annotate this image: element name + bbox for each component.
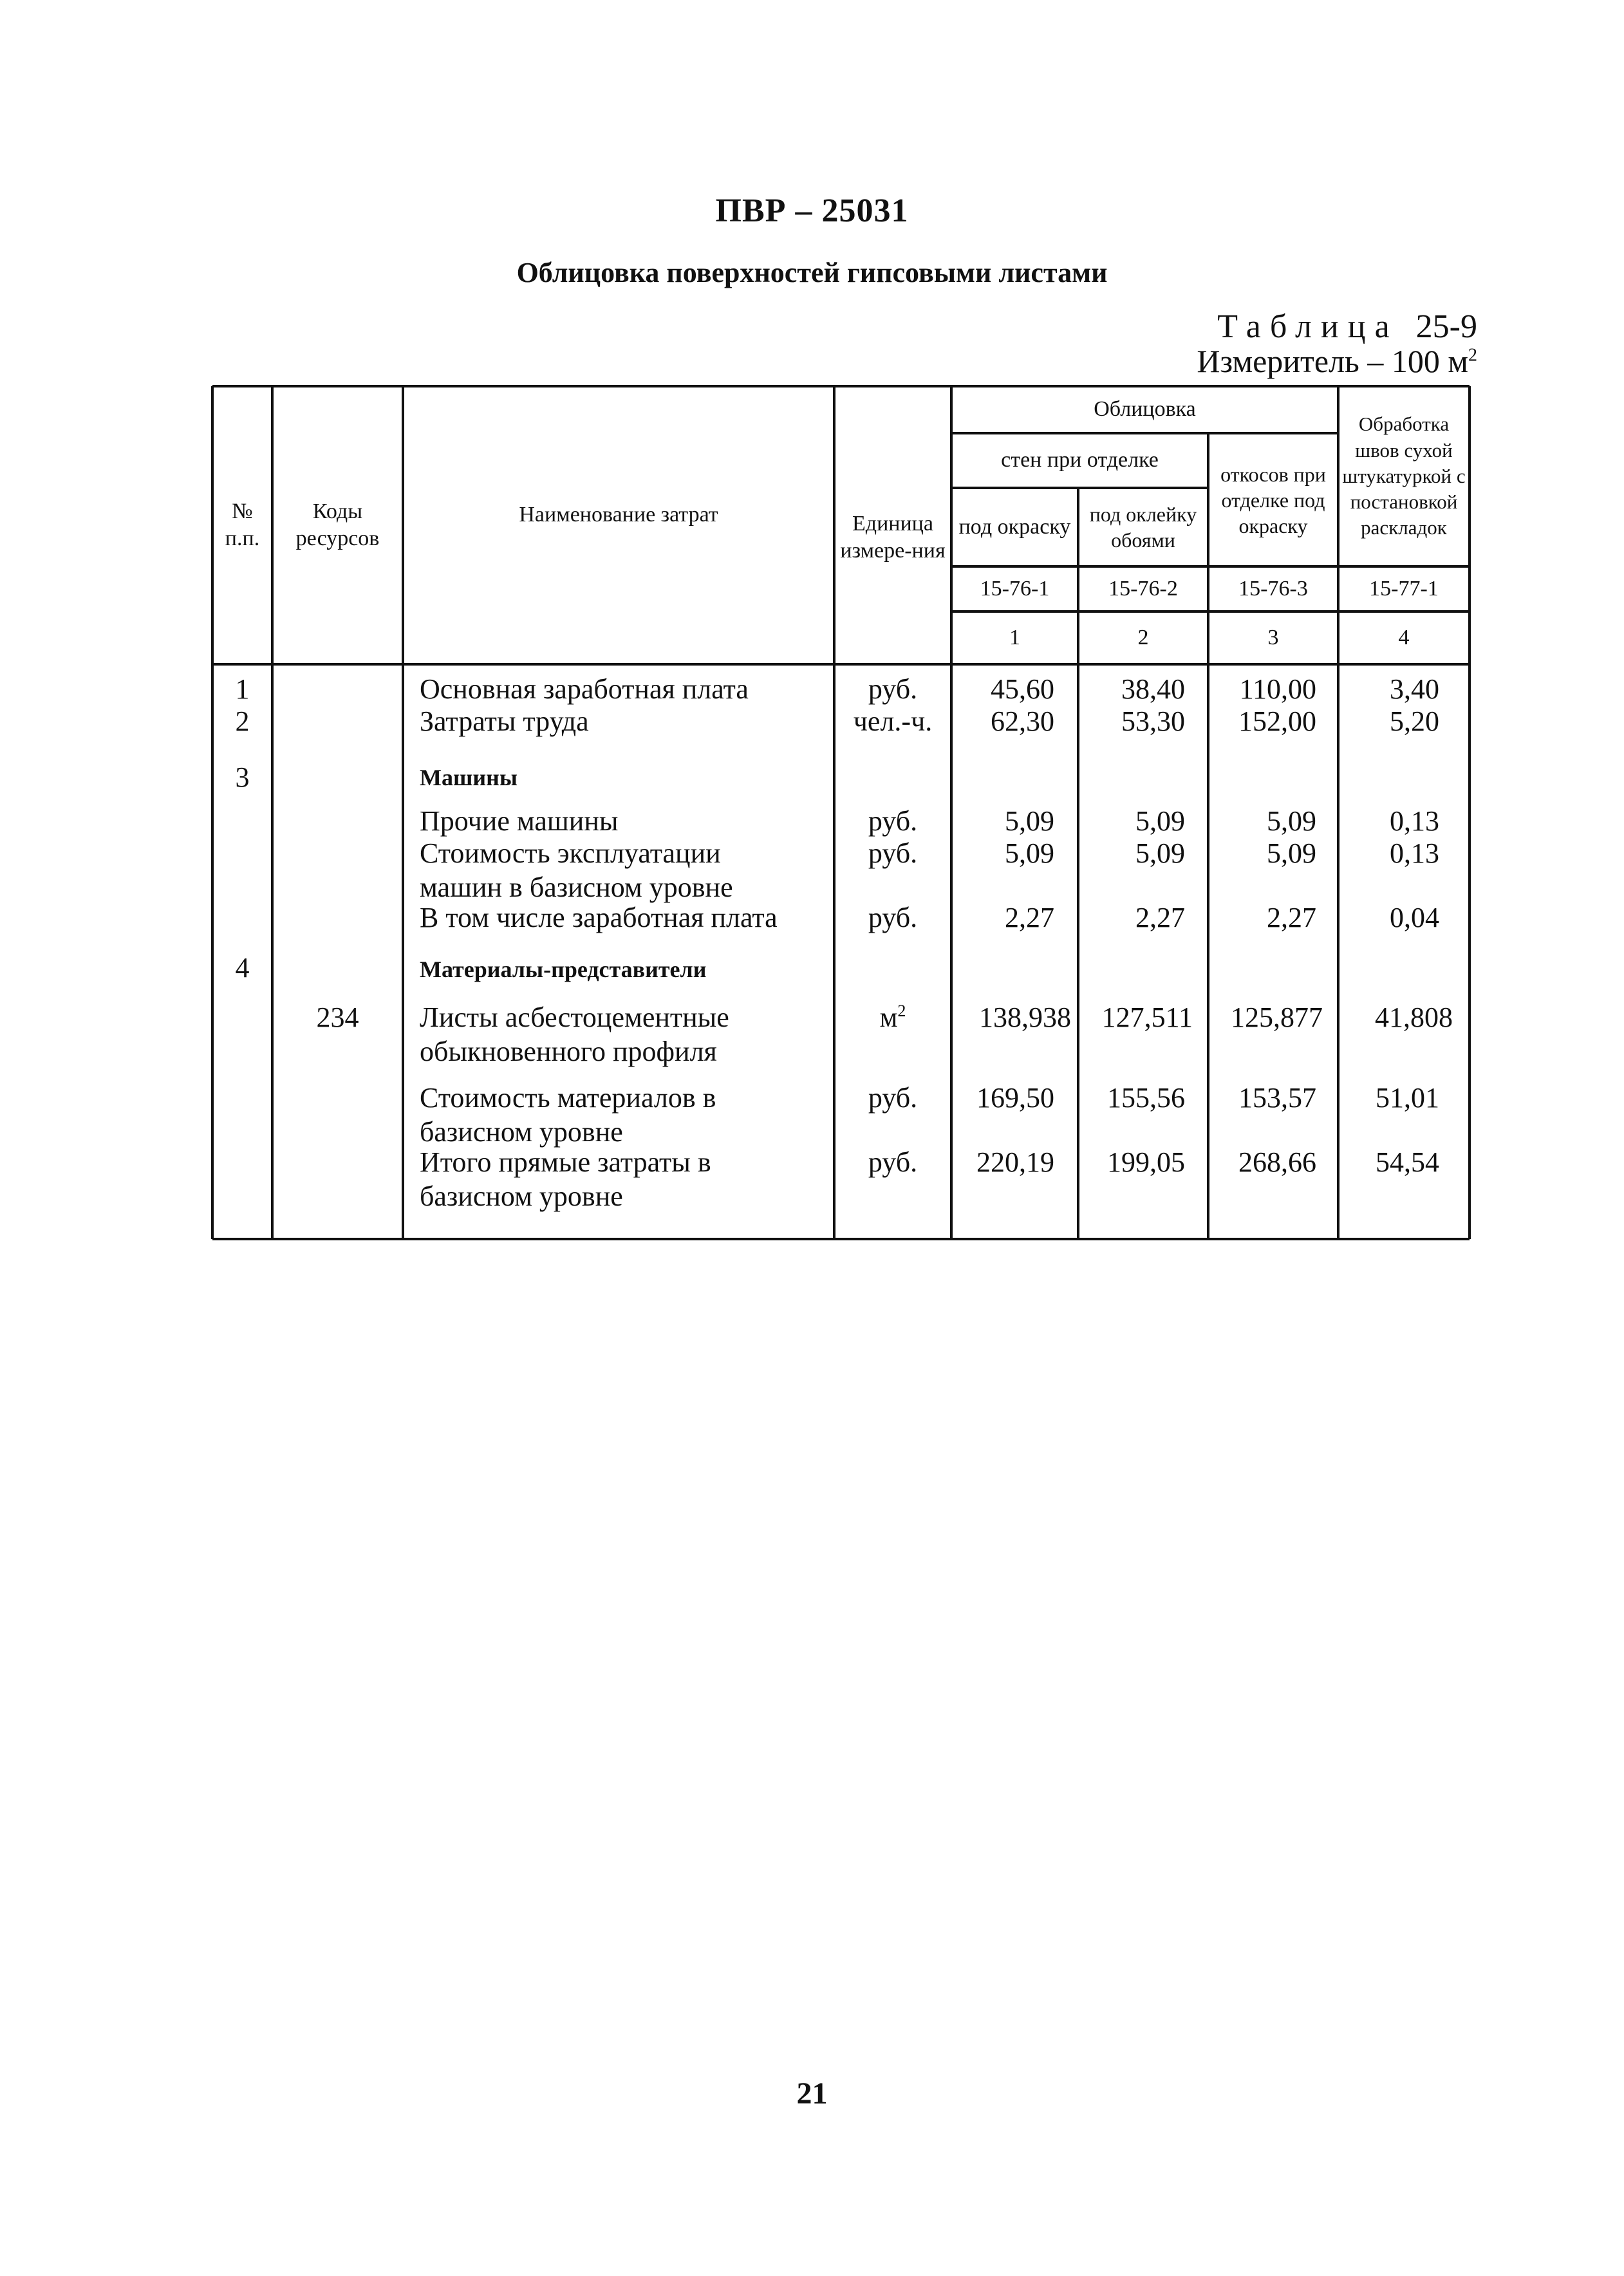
row-2-num: 2 [235,705,250,737]
row-machine-cost-value-3: 5,09 [1267,837,1316,869]
row-other-machines-value-3: 5,09 [1267,805,1316,837]
row-3-num: 3 [235,761,250,793]
row-machine-cost-value-2: 5,09 [1135,837,1185,869]
row-2-value-2: 53,30 [1121,705,1185,737]
page-number: 21 [796,2076,828,2111]
row-1-value-1: 45,60 [991,673,1054,705]
row-machine-cost-value-1: 5,09 [1005,837,1054,869]
row-total-name: Итого прямые затраты в базисном уровне [420,1146,711,1212]
row-other-machines-value-4: 0,13 [1390,805,1439,837]
row-other-machines-value-2: 5,09 [1135,805,1185,837]
row-machine-cost-unit: руб. [868,837,918,869]
unit-text: Измеритель – 100 м [1197,343,1468,379]
header-unit: Единица измере-ния [840,511,946,563]
header-walls: стен при отделке [1001,448,1159,472]
header-code-2: 15-76-2 [1108,576,1178,601]
row-sheets-value-2: 127,511 [1101,1002,1193,1033]
row-sheets-name: Листы асбестоцементные обыкновенного профиля [420,1002,729,1067]
document-code: ПВР – 25031 [715,192,909,229]
header-col-4: 4 [1398,625,1410,649]
row-2-name: Затраты труда [420,705,589,737]
row-incl-wages-name: В том числе заработная плата [420,902,778,933]
header-code-1: 15-76-1 [980,576,1050,601]
row-sheets-value-3: 125,877 [1231,1002,1323,1033]
header-slopes: откосов при отделке под окраску [1220,462,1326,537]
row-incl-wages-value-3: 2,27 [1267,902,1316,933]
row-materials-cost-value-4: 51,01 [1376,1082,1439,1114]
row-incl-wages-unit: руб. [868,902,918,933]
row-sheets-unit [834,1001,951,1035]
row-materials-cost-name: Стоимость материалов в базисном уровне [420,1082,716,1148]
row-materials-cost-value-2: 155,56 [1107,1082,1185,1114]
row-sheets-value-1: 138,938 [979,1002,1071,1033]
row-sheets-value-4: 41,808 [1375,1002,1453,1033]
header-codes: Коды ресурсов [295,499,380,550]
row-2-value-1: 62,30 [991,705,1054,737]
row-other-machines-name: Прочие машины [420,805,619,837]
row-1-value-4: 3,40 [1390,673,1439,705]
table-number: 25-9 [1415,308,1477,345]
row-1-num: 1 [235,673,250,705]
row-total-value-3: 268,66 [1238,1146,1316,1178]
header-num: № п.п. [225,499,260,550]
row-materials-cost-value-1: 169,50 [976,1082,1054,1114]
row-incl-wages-value-2: 2,27 [1135,902,1185,933]
header-cladding: Облицовка [1094,397,1196,422]
unit-superscript: 2 [1468,345,1477,366]
row-incl-wages-value-4: 0,04 [1390,902,1439,933]
row-1-unit: руб. [868,673,918,705]
header-col-3: 3 [1267,625,1279,649]
row-sheets-unit-text: м [879,1002,898,1033]
row-total-unit: руб. [868,1146,918,1178]
row-2-unit: чел.-ч. [853,705,933,737]
row-2-value-3: 152,00 [1238,705,1316,737]
row-total-value-2: 199,05 [1107,1146,1185,1178]
header-for-wallpaper: под оклейку обоями [1089,503,1197,552]
row-incl-wages-value-1: 2,27 [1005,902,1054,933]
row-total-value-4: 54,54 [1376,1146,1439,1178]
row-machine-cost-value-4: 0,13 [1390,837,1439,869]
row-materials-cost-value-3: 153,57 [1238,1082,1316,1114]
header-processing: Обработка швов сухой штукатуркой с постановкой раскладок [1342,413,1466,539]
header-for-paint: под окраску [958,514,1071,539]
row-total-value-1: 220,19 [976,1146,1054,1178]
header-name: Наименование затрат [519,502,718,527]
header-code-3: 15-76-3 [1238,576,1308,601]
row-1-value-2: 38,40 [1121,673,1185,705]
section-materials: Материалы-представители [420,956,707,982]
section-machines: Машины [420,765,518,790]
row-other-machines-value-1: 5,09 [1005,805,1054,837]
header-code-4: 15-77-1 [1369,576,1439,601]
header-col-1: 1 [1009,625,1020,649]
row-materials-cost-unit: руб. [868,1082,918,1114]
row-sheets-code: 234 [316,1002,359,1033]
header-col-2: 2 [1137,625,1149,649]
row-4-num: 4 [235,952,250,984]
row-1-value-3: 110,00 [1239,673,1316,705]
row-1-name: Основная заработная плата [420,673,749,705]
row-machine-cost-name: Стоимость эксплуатации машин в базисном уровне [420,837,733,903]
row-sheets-unit-superscript: 2 [897,1002,906,1020]
table-word: Таблица [1217,308,1399,345]
document-title: Облицовка поверхностей гипсовыми листами [516,257,1108,288]
row-2-value-4: 5,20 [1390,705,1439,737]
row-other-machines-unit: руб. [868,805,918,837]
